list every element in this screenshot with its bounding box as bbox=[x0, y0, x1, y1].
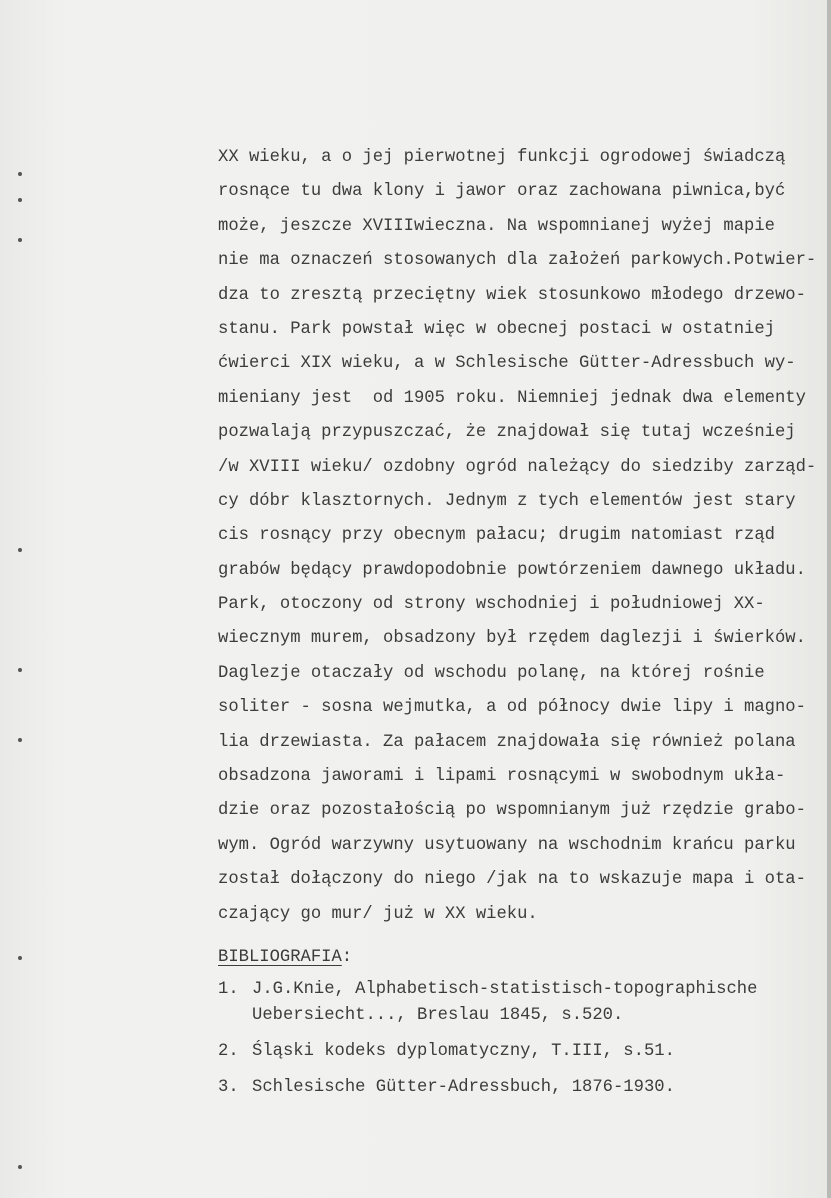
item-number: 1. bbox=[218, 980, 239, 999]
text-line: soliter - sosna wejmutka, a od północy dwie lipy i magno- bbox=[218, 698, 806, 718]
text-line: Daglezje otaczały od wschodu polanę, na której rośnie bbox=[218, 663, 765, 683]
text-line: został dołączony do niego /jak na to wskazuje mapa i ota- bbox=[218, 870, 806, 890]
binding-hole-mark bbox=[18, 1165, 22, 1169]
text-line: obsadzona jaworami i lipami rosnącymi w swobodnym ukła- bbox=[218, 767, 786, 787]
binding-hole-mark bbox=[18, 238, 22, 242]
text-line: wym. Ogród warzywny usytuowany na wschodnim krańcu parku bbox=[218, 835, 796, 855]
text-line: mieniany jest od 1905 roku. Niemniej jednak dwa elementy bbox=[218, 388, 806, 408]
text-line: stanu. Park powstał więc w obecnej postaci w ostatniej bbox=[218, 319, 775, 339]
binding-hole-mark bbox=[18, 956, 22, 960]
binding-hole-mark bbox=[18, 198, 22, 202]
text-line: grabów będący prawdopodobnie powtórzeniem dawnego układu. bbox=[218, 560, 806, 580]
text-line: lia drzewiasta. Za pałacem znajdowała się również polana bbox=[218, 732, 796, 752]
item-text: Schlesische Gütter-Adressbuch, 1876-1930. bbox=[252, 1078, 675, 1097]
item-text: Śląski kodeks dyplomatyczny, T.III, s.51. bbox=[252, 1042, 675, 1061]
bibliography-heading bbox=[218, 944, 352, 972]
binding-hole-mark bbox=[18, 738, 22, 742]
bibliography-list bbox=[218, 977, 818, 1111]
text-line: dzie oraz pozostałością po wspomnianym już rzędzie grabo- bbox=[218, 801, 806, 821]
text-line: wiecznym murem, obsadzony był rzędem daglezji i świerków. bbox=[218, 629, 806, 649]
binding-hole-mark bbox=[18, 172, 22, 176]
binding-hole-mark bbox=[18, 548, 22, 552]
body-text bbox=[218, 141, 828, 932]
item-number: 2. bbox=[218, 1042, 239, 1061]
item-text: J.G.Knie, Alphabetisch-statistisch-topographische bbox=[252, 980, 758, 999]
text-line: /w XVIII wieku/ ozdobny ogród należący do siedziby zarząd- bbox=[218, 457, 817, 477]
text-line: może, jeszcze XVIIIwieczna. Na wspomnianej wyżej mapie bbox=[218, 216, 775, 236]
text-line: ćwierci XIX wieku, a w Schlesische Gütter-Adressbuch wy- bbox=[218, 354, 796, 374]
bibliography-item bbox=[218, 1039, 818, 1065]
bibliography-item bbox=[218, 1075, 818, 1101]
text-line: cis rosnący przy obecnym pałacu; drugim natomiast rząd bbox=[218, 526, 775, 546]
text-line: nie ma oznaczeń stosowanych dla założeń parkowych.Potwier- bbox=[218, 251, 817, 271]
bibliography-heading-text: BIBLIOGRAFIA bbox=[218, 948, 342, 967]
heading-colon: : bbox=[341, 948, 353, 967]
text-line: Park, otoczony od strony wschodniej i południowej XX- bbox=[218, 595, 765, 615]
binding-hole-mark bbox=[18, 668, 22, 672]
text-line: XX wieku, a o jej pierwotnej funkcji ogrodowej świadczą bbox=[218, 148, 786, 167]
text-line: czający go mur/ już w XX wieku. bbox=[218, 904, 538, 924]
text-line: cy dóbr klasztornych. Jednym z tych elementów jest stary bbox=[218, 491, 796, 511]
bibliography-item bbox=[218, 977, 818, 1029]
text-line: dza to zresztą przeciętny wiek stosunkowo młodego drzewo- bbox=[218, 285, 806, 305]
item-text: Uebersiecht..., Breslau 1845, s.520. bbox=[252, 1006, 624, 1025]
text-line: pozwalają przypuszczać, że znajdował się tutaj wcześniej bbox=[218, 423, 796, 443]
item-number: 3. bbox=[218, 1078, 239, 1097]
text-line: rosnące tu dwa klony i jawor oraz zachowana piwnica,być bbox=[218, 182, 786, 202]
